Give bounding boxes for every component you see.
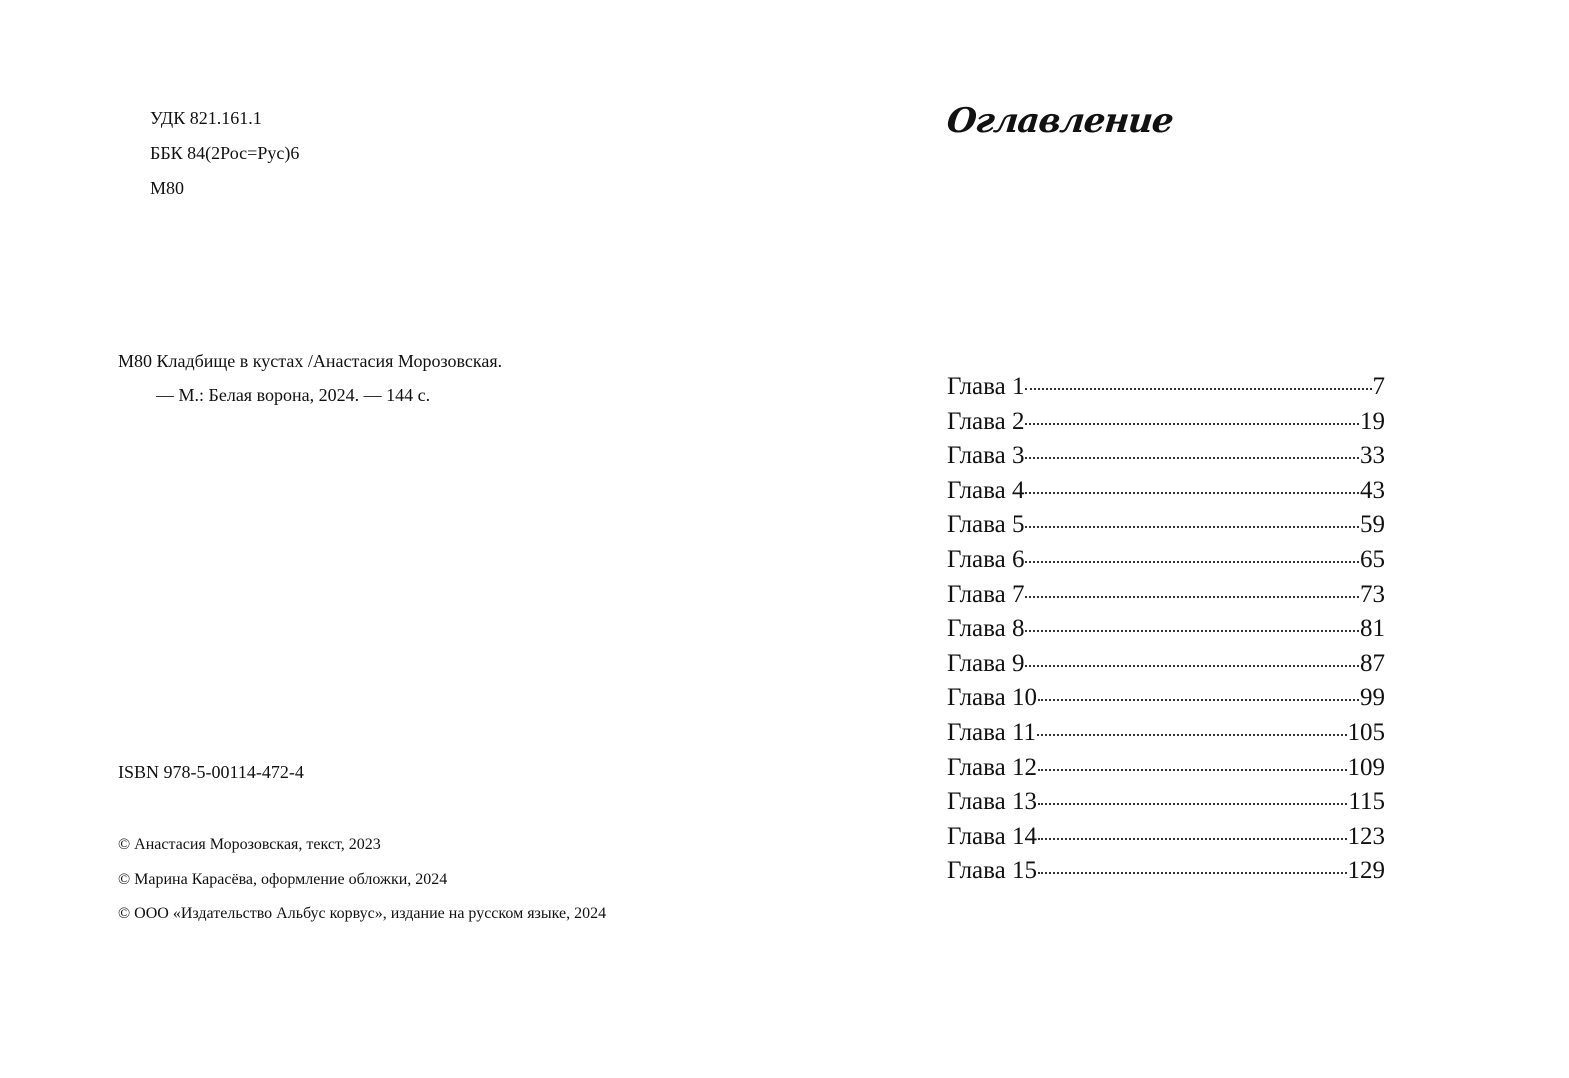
toc-entry-page: 81: [1360, 615, 1385, 643]
toc-entry-label: Глава 3: [947, 442, 1025, 470]
toc-leader-dots: [1025, 457, 1359, 459]
toc-entry-label: Глава 8: [947, 615, 1025, 643]
toc-entry-label: Глава 4: [947, 476, 1025, 504]
toc-entry-label: Глава 12: [947, 753, 1037, 781]
toc-entry: [947, 716, 1385, 751]
toc-leader-dots: [1025, 596, 1359, 598]
toc-entry: [947, 474, 1385, 509]
copyright-notices: [118, 828, 606, 932]
toc-entry-page: 59: [1360, 511, 1385, 539]
toc-entry: [947, 508, 1385, 543]
copyright-cover: © Марина Карасёва, оформление обложки, 2024: [118, 870, 448, 888]
isbn: ISBN 978-5-00114-472-4: [118, 762, 304, 782]
toc-entry-page: 43: [1360, 476, 1385, 504]
toc-entry-label: Глава 5: [947, 511, 1025, 539]
toc-entry-page: 87: [1360, 649, 1385, 677]
udk-code: УДК 821.161.1: [150, 108, 262, 128]
toc-entry-label: Глава 15: [947, 857, 1037, 885]
toc-leader-dots: [1025, 561, 1359, 563]
toc-entry: [947, 820, 1385, 855]
toc-entry-label: Глава 6: [947, 545, 1025, 573]
toc-entry: [947, 612, 1385, 647]
toc-entry-page: 129: [1347, 857, 1385, 885]
toc-entry: [947, 578, 1385, 613]
toc-leader-dots: [1025, 526, 1359, 528]
author-mark: М80: [150, 178, 185, 198]
bbk-code: ББК 84(2Рос=Рус)6: [150, 143, 300, 163]
toc-entry: [947, 681, 1385, 716]
toc-entry-page: 33: [1360, 442, 1385, 470]
toc-leader-dots: [1038, 872, 1347, 874]
toc-entry: [947, 751, 1385, 786]
toc-entry: [947, 370, 1385, 405]
toc-leader-dots: [1025, 423, 1359, 425]
toc-entry-label: Глава 11: [947, 718, 1037, 746]
toc-entry: [947, 405, 1385, 440]
toc-title: Оглавление: [944, 101, 1175, 141]
toc-entry: [947, 854, 1385, 889]
toc-list: [947, 370, 1385, 889]
toc-leader-dots: [1025, 665, 1359, 667]
toc-entry-label: Глава 2: [947, 407, 1025, 435]
bibliographic-publisher-line: — М.: Белая ворона, 2024. — 144 с.: [156, 385, 431, 405]
toc-entry-label: Глава 9: [947, 649, 1025, 677]
toc-entry: [947, 543, 1385, 578]
toc-entry-label: Глава 7: [947, 580, 1025, 608]
toc-entry-page: 19: [1360, 407, 1385, 435]
toc-entry-page: 123: [1347, 822, 1385, 850]
toc-entry-page: 65: [1360, 545, 1385, 573]
toc-entry-page: 73: [1360, 580, 1385, 608]
toc-leader-dots: [1038, 769, 1347, 771]
toc-leader-dots: [1037, 734, 1346, 736]
toc-entry-label: Глава 13: [947, 788, 1037, 816]
toc-leader-dots: [1038, 838, 1347, 840]
toc-entry: [947, 785, 1385, 820]
toc-leader-dots: [1025, 388, 1371, 390]
imprint-page: [0, 0, 784, 1078]
bibliographic-record: [118, 344, 502, 412]
toc-entry-label: Глава 14: [947, 822, 1037, 850]
toc-entry-label: Глава 10: [947, 684, 1037, 712]
copyright-text: © Анастасия Морозовская, текст, 2023: [118, 836, 381, 853]
toc-entry-page: 99: [1360, 684, 1385, 712]
toc-entry-page: 109: [1347, 753, 1385, 781]
toc-entry-label: Глава 1: [947, 373, 1025, 400]
toc-leader-dots: [1025, 492, 1359, 494]
toc-leader-dots: [1025, 630, 1359, 632]
toc-entry-page: 115: [1348, 788, 1385, 816]
classification-codes: [150, 101, 299, 206]
copyright-edition: © ООО «Издательство Альбус корвус», издание на русском языке, 2024: [118, 905, 607, 922]
bibliographic-title-line: М80 Кладбище в кустах /Анастасия Морозовская.: [118, 351, 503, 371]
toc-entry-page: 7: [1372, 373, 1385, 400]
contents-page: [784, 0, 1569, 1078]
toc-entry: [947, 647, 1385, 682]
toc-leader-dots: [1038, 699, 1359, 701]
toc-leader-dots: [1038, 803, 1347, 805]
toc-entry: [947, 439, 1385, 474]
toc-entry-page: 105: [1347, 718, 1385, 746]
